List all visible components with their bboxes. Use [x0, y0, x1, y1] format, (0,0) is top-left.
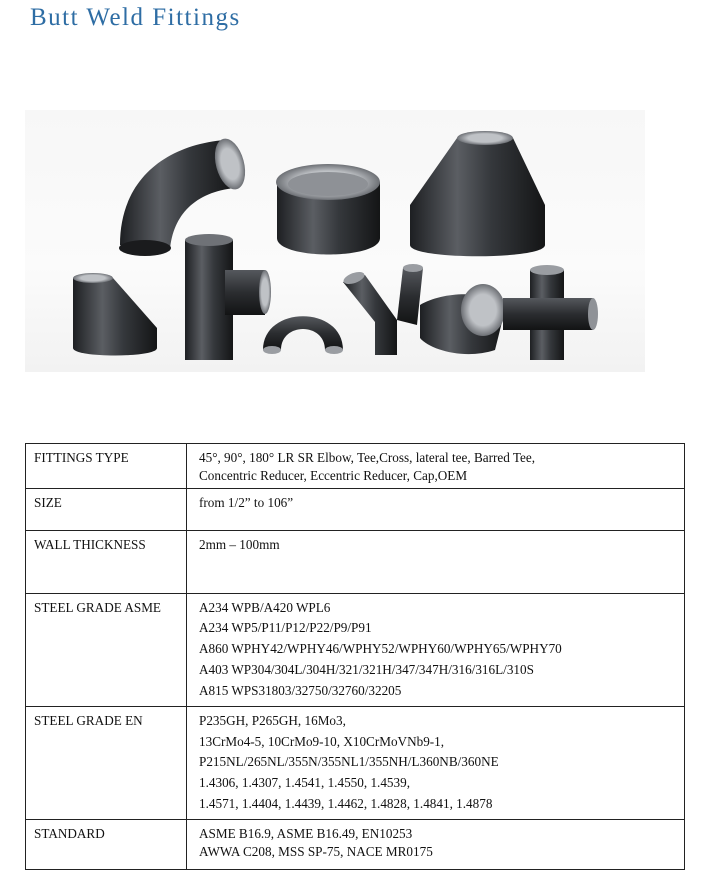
value-line: A860 WPHY42/WPHY46/WPHY52/WPHY60/WPHY65/WPHY70 [199, 641, 562, 657]
fittings-photo [25, 110, 645, 372]
row-value-standard [187, 819, 685, 869]
cross-fitting [503, 265, 598, 360]
value-line: P215NL/265NL/355N/355NL1/355NH/L360NB/360NE [199, 754, 499, 770]
value-line: A234 WPB/A420 WPL6 [199, 599, 331, 615]
table-row [26, 488, 685, 530]
value-line: AWWA C208, MSS SP-75, NACE MR0175 [199, 843, 433, 859]
value-line: 45°, 90°, 180° LR SR Elbow, Tee,Cross, lateral tee, Barred Tee, [199, 450, 536, 465]
row-key-steel-grade-en: STEEL GRADE EN [26, 706, 187, 819]
row-key-steel-grade-asme: STEEL GRADE ASME [26, 593, 187, 706]
page-title: Butt Weld Fittings [30, 4, 241, 31]
return-bend-fitting [263, 316, 343, 354]
row-value-size [187, 488, 685, 530]
value-line: ASME B16.9, ASME B16.49, EN10253 [199, 825, 413, 841]
cap-fitting [276, 164, 380, 255]
value-line: A403 WP304/304L/304H/321/321H/347/347H/316/316L/310S [199, 662, 534, 678]
value-line: A234 WP5/P11/P12/P22/P9/P91 [199, 620, 372, 636]
row-value-wall-thickness [187, 530, 685, 593]
tee-fitting [185, 234, 271, 360]
table-row [26, 819, 685, 869]
value-line: 1.4571, 1.4404, 1.4439, 1.4462, 1.4828, 1.4841, 1.4878 [199, 795, 493, 811]
value-line: 13CrMo4-5, 10CrMo9-10, X10CrMoVNb9-1, [199, 733, 445, 749]
value-line: A815 WPS31803/32750/32760/32205 [199, 682, 402, 698]
value-line: from 1/2” to 106” [199, 494, 294, 510]
row-key-size: SIZE [26, 488, 187, 530]
table-row [26, 593, 685, 706]
row-value-steel-grade-en [187, 706, 685, 819]
value-line: P235GH, P265GH, 16Mo3, [199, 712, 346, 728]
concentric-reducer-fitting [410, 131, 545, 256]
table-row [26, 444, 685, 489]
table-row [26, 530, 685, 593]
eccentric-reducer-fitting [73, 273, 157, 356]
table-row [26, 706, 685, 819]
row-value-fittings-type [187, 444, 685, 489]
value-line: 2mm – 100mm [199, 536, 280, 552]
value-line: Concentric Reducer, Eccentric Reducer, Cap,OEM [199, 467, 468, 483]
lateral-tee-fitting [342, 264, 423, 355]
row-key-wall-thickness: WALL THICKNESS [26, 530, 187, 593]
value-line: 1.4306, 1.4307, 1.4541, 1.4550, 1.4539, [199, 775, 410, 791]
row-key-standard: STANDARD [26, 819, 187, 869]
row-key-fittings-type: FITTINGS TYPE [26, 444, 187, 489]
spec-table [25, 443, 685, 870]
row-value-steel-grade-asme [187, 593, 685, 706]
reducing-tee-fitting [420, 284, 505, 354]
